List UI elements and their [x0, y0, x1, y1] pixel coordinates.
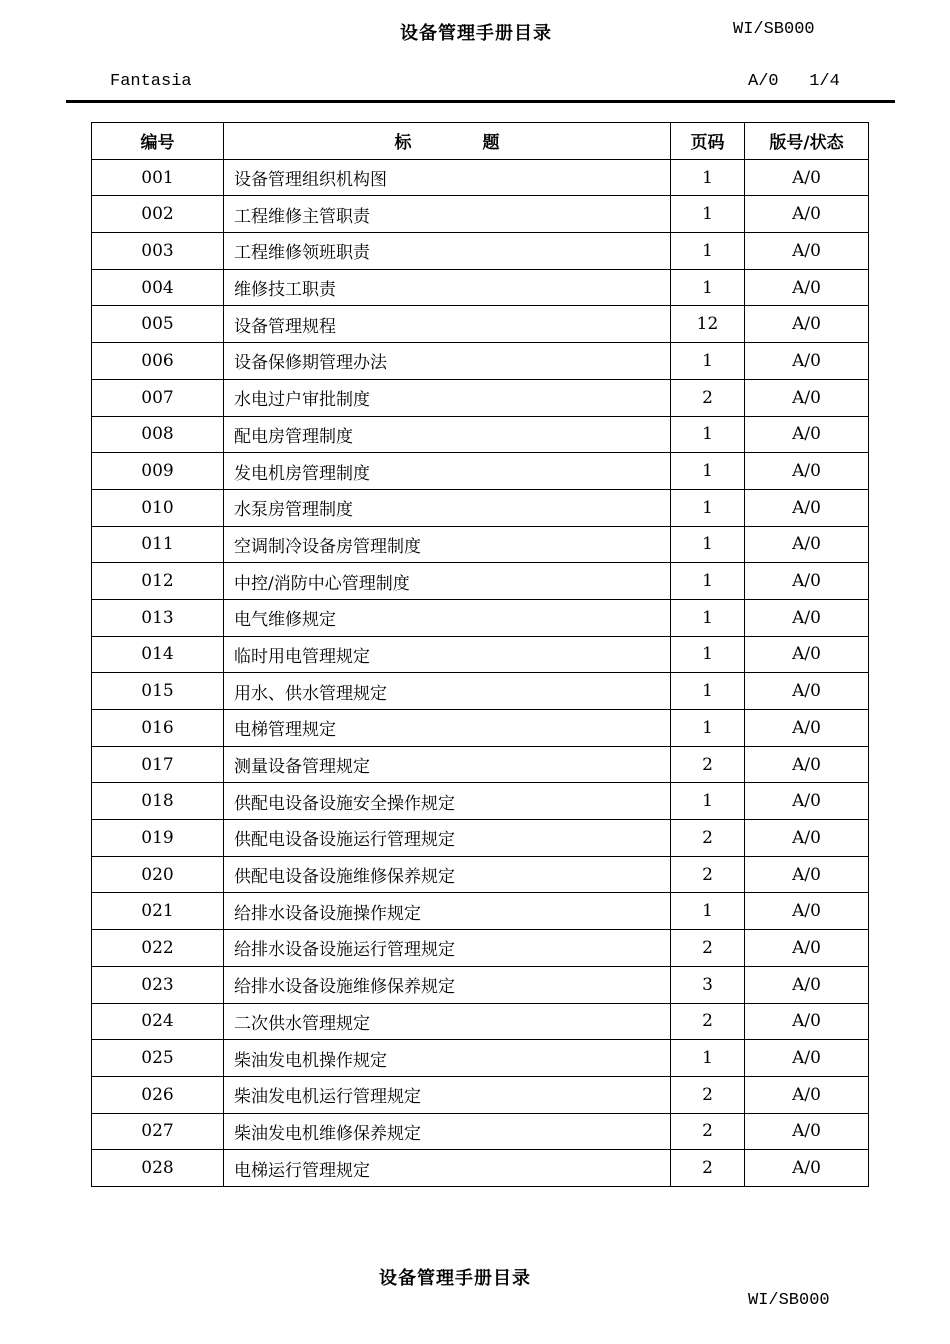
table-row [92, 343, 869, 380]
cell-title: 测量设备管理规定 [224, 746, 671, 783]
cell-version: A/0 [745, 783, 869, 820]
cell-pages: 1 [671, 489, 745, 526]
cell-title: 水泵房管理制度 [224, 489, 671, 526]
cell-number: 004 [92, 269, 224, 306]
header-divider [66, 100, 895, 103]
cell-number: 028 [92, 1150, 224, 1187]
cell-number: 021 [92, 893, 224, 930]
cell-version: A/0 [745, 563, 869, 600]
table-row [92, 453, 869, 490]
cell-title: 中控/消防中心管理制度 [224, 563, 671, 600]
cell-pages: 2 [671, 1003, 745, 1040]
cell-number: 002 [92, 196, 224, 233]
cell-version: A/0 [745, 1150, 869, 1187]
column-header-title: 标 题 [224, 123, 671, 160]
toc-header-row [92, 123, 869, 160]
table-row [92, 930, 869, 967]
table-row [92, 159, 869, 196]
column-header-version: 版号/状态 [745, 123, 869, 160]
table-row [92, 966, 869, 1003]
cell-pages: 1 [671, 1040, 745, 1077]
page-title: 设备管理手册目录 [400, 23, 552, 44]
toc-table [91, 122, 869, 1187]
cell-pages: 2 [671, 1150, 745, 1187]
cell-pages: 1 [671, 710, 745, 747]
cell-pages: 1 [671, 196, 745, 233]
cell-version: A/0 [745, 416, 869, 453]
version-page-indicator: A/0 1/4 [748, 72, 840, 91]
cell-title: 工程维修主管职责 [224, 196, 671, 233]
cell-version: A/0 [745, 379, 869, 416]
cell-title: 水电过户审批制度 [224, 379, 671, 416]
cell-title: 供配电设备设施安全操作规定 [224, 783, 671, 820]
cell-version: A/0 [745, 636, 869, 673]
cell-number: 024 [92, 1003, 224, 1040]
column-header-number: 编号 [92, 123, 224, 160]
cell-title: 电梯管理规定 [224, 710, 671, 747]
table-row [92, 196, 869, 233]
cell-version: A/0 [745, 1076, 869, 1113]
table-row [92, 820, 869, 857]
cell-version: A/0 [745, 233, 869, 270]
cell-version: A/0 [745, 673, 869, 710]
table-row [92, 1003, 869, 1040]
cell-pages: 1 [671, 563, 745, 600]
document-code: WI/SB000 [733, 20, 815, 39]
cell-version: A/0 [745, 746, 869, 783]
table-row [92, 893, 869, 930]
cell-version: A/0 [745, 269, 869, 306]
cell-pages: 2 [671, 746, 745, 783]
cell-title: 配电房管理制度 [224, 416, 671, 453]
cell-pages: 1 [671, 636, 745, 673]
cell-pages: 2 [671, 1076, 745, 1113]
cell-number: 005 [92, 306, 224, 343]
cell-pages: 1 [671, 783, 745, 820]
cell-title: 电气维修规定 [224, 599, 671, 636]
cell-number: 022 [92, 930, 224, 967]
cell-number: 006 [92, 343, 224, 380]
table-row [92, 1076, 869, 1113]
cell-version: A/0 [745, 966, 869, 1003]
cell-pages: 2 [671, 856, 745, 893]
table-row [92, 599, 869, 636]
table-row [92, 563, 869, 600]
cell-title: 设备保修期管理办法 [224, 343, 671, 380]
cell-version: A/0 [745, 526, 869, 563]
cell-version: A/0 [745, 306, 869, 343]
cell-pages: 1 [671, 416, 745, 453]
table-row [92, 233, 869, 270]
table-row [92, 1150, 869, 1187]
cell-pages: 1 [671, 599, 745, 636]
cell-version: A/0 [745, 1113, 869, 1150]
cell-title: 电梯运行管理规定 [224, 1150, 671, 1187]
cell-number: 018 [92, 783, 224, 820]
cell-number: 003 [92, 233, 224, 270]
cell-title: 柴油发电机运行管理规定 [224, 1076, 671, 1113]
table-row [92, 1113, 869, 1150]
cell-title: 空调制冷设备房管理制度 [224, 526, 671, 563]
cell-number: 001 [92, 159, 224, 196]
cell-version: A/0 [745, 1003, 869, 1040]
cell-pages: 1 [671, 453, 745, 490]
cell-version: A/0 [745, 159, 869, 196]
cell-pages: 1 [671, 526, 745, 563]
cell-pages: 2 [671, 1113, 745, 1150]
cell-title: 工程维修领班职责 [224, 233, 671, 270]
table-row [92, 306, 869, 343]
cell-title: 给排水设备设施维修保养规定 [224, 966, 671, 1003]
cell-number: 027 [92, 1113, 224, 1150]
cell-version: A/0 [745, 196, 869, 233]
cell-number: 014 [92, 636, 224, 673]
cell-pages: 1 [671, 893, 745, 930]
cell-version: A/0 [745, 820, 869, 857]
cell-number: 010 [92, 489, 224, 526]
cell-title: 维修技工职责 [224, 269, 671, 306]
cell-title: 供配电设备设施运行管理规定 [224, 820, 671, 857]
cell-number: 019 [92, 820, 224, 857]
cell-pages: 1 [671, 233, 745, 270]
cell-number: 008 [92, 416, 224, 453]
cell-pages: 1 [671, 159, 745, 196]
cell-version: A/0 [745, 453, 869, 490]
cell-pages: 2 [671, 930, 745, 967]
cell-title: 柴油发电机维修保养规定 [224, 1113, 671, 1150]
cell-pages: 1 [671, 343, 745, 380]
table-row [92, 673, 869, 710]
cell-title: 柴油发电机操作规定 [224, 1040, 671, 1077]
cell-title: 发电机房管理制度 [224, 453, 671, 490]
cell-number: 007 [92, 379, 224, 416]
cell-number: 011 [92, 526, 224, 563]
cell-version: A/0 [745, 343, 869, 380]
table-row [92, 526, 869, 563]
cell-version: A/0 [745, 856, 869, 893]
cell-version: A/0 [745, 893, 869, 930]
table-row [92, 416, 869, 453]
cell-title: 设备管理规程 [224, 306, 671, 343]
cell-title: 设备管理组织机构图 [224, 159, 671, 196]
table-row [92, 379, 869, 416]
cell-version: A/0 [745, 930, 869, 967]
cell-number: 023 [92, 966, 224, 1003]
cell-version: A/0 [745, 710, 869, 747]
table-row [92, 746, 869, 783]
table-row [92, 636, 869, 673]
cell-number: 013 [92, 599, 224, 636]
table-row [92, 710, 869, 747]
cell-pages: 1 [671, 269, 745, 306]
cell-pages: 2 [671, 820, 745, 857]
table-row [92, 783, 869, 820]
cell-title: 给排水设备设施操作规定 [224, 893, 671, 930]
cell-number: 009 [92, 453, 224, 490]
cell-version: A/0 [745, 489, 869, 526]
cell-number: 025 [92, 1040, 224, 1077]
footer-document-code: WI/SB000 [748, 1291, 830, 1310]
cell-pages: 1 [671, 673, 745, 710]
cell-version: A/0 [745, 1040, 869, 1077]
company-name: Fantasia [110, 72, 192, 91]
table-row [92, 269, 869, 306]
cell-number: 016 [92, 710, 224, 747]
footer-title: 设备管理手册目录 [379, 1268, 531, 1289]
toc-body [92, 159, 869, 1186]
cell-number: 026 [92, 1076, 224, 1113]
cell-version: A/0 [745, 599, 869, 636]
cell-pages: 12 [671, 306, 745, 343]
column-header-pages: 页码 [671, 123, 745, 160]
cell-title: 用水、供水管理规定 [224, 673, 671, 710]
cell-title: 临时用电管理规定 [224, 636, 671, 673]
table-row [92, 1040, 869, 1077]
cell-title: 供配电设备设施维修保养规定 [224, 856, 671, 893]
table-row [92, 489, 869, 526]
cell-number: 020 [92, 856, 224, 893]
cell-number: 015 [92, 673, 224, 710]
cell-number: 017 [92, 746, 224, 783]
cell-title: 二次供水管理规定 [224, 1003, 671, 1040]
cell-title: 给排水设备设施运行管理规定 [224, 930, 671, 967]
cell-pages: 2 [671, 379, 745, 416]
cell-number: 012 [92, 563, 224, 600]
table-row [92, 856, 869, 893]
cell-pages: 3 [671, 966, 745, 1003]
